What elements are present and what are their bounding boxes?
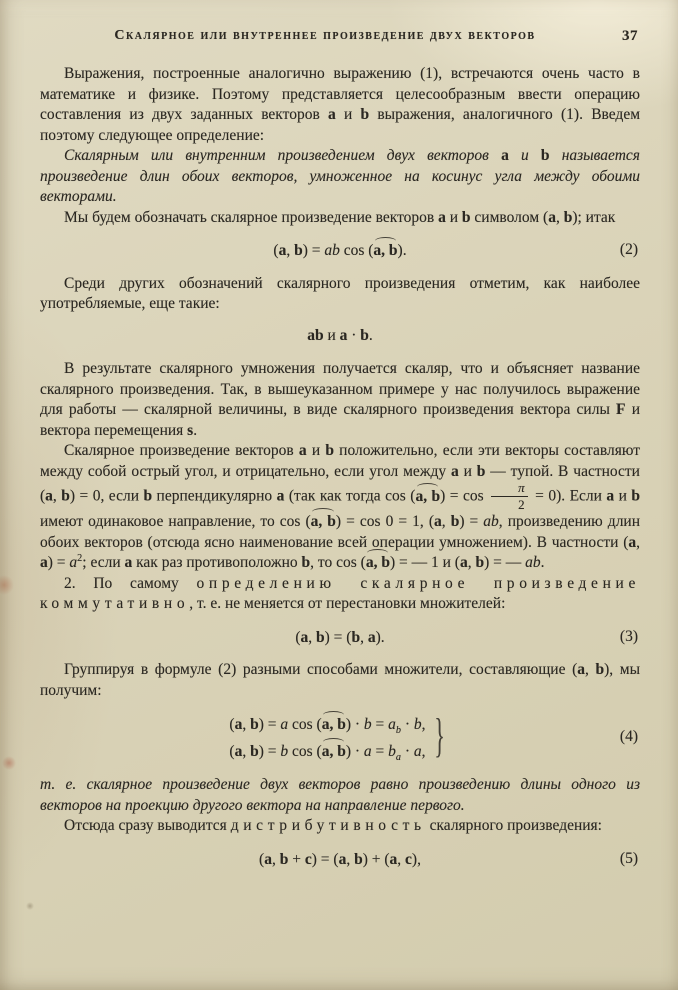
text-segment: b <box>595 661 605 679</box>
superscript: 2 <box>77 553 83 565</box>
text-segment: a <box>40 554 48 572</box>
text-segment: ) = — 1 и ( <box>389 554 460 572</box>
text-segment: . <box>193 421 198 439</box>
text-segment: , <box>242 743 251 761</box>
fraction <box>491 481 528 511</box>
text-segment: a <box>548 208 556 226</box>
text-segment: b <box>354 850 363 868</box>
equation-number: (5) <box>619 849 638 867</box>
page-body <box>40 64 640 871</box>
text-segment: a <box>606 487 615 505</box>
text-segment: c <box>405 850 412 868</box>
text-segment: ab <box>525 554 541 572</box>
text-segment: cos ( <box>288 716 322 734</box>
text-segment: ( <box>295 628 301 646</box>
text-segment: (так как тогда cos ( <box>284 487 416 505</box>
text-segment: . <box>368 326 373 344</box>
equation <box>40 846 640 872</box>
text-segment: b <box>540 147 550 164</box>
text-segment: a <box>280 716 289 734</box>
text-segment: ) = <box>302 242 325 259</box>
equation-lines <box>229 711 425 765</box>
text-segment: , <box>421 716 426 734</box>
equation <box>40 237 640 263</box>
text-segment: a <box>276 487 285 505</box>
text-segment: ), <box>411 850 421 868</box>
equation-content <box>259 851 421 868</box>
text-segment: ) · <box>345 743 364 761</box>
fraction-numerator: π <box>491 481 528 497</box>
text-segment: a <box>45 487 53 505</box>
text-segment: ab <box>307 326 324 344</box>
text-segment: ), мы получим: <box>40 661 641 699</box>
text-segment: и <box>323 326 340 344</box>
text-segment: b <box>325 442 334 459</box>
text-segment: b <box>316 628 325 646</box>
text-segment: a <box>328 106 336 123</box>
text-segment: символом ( <box>470 208 549 226</box>
text-segment: ); итак <box>572 208 616 226</box>
text-segment: b <box>280 743 289 761</box>
text-segment: b <box>563 208 573 226</box>
page-title: Скалярное или внутреннее произведение двух векторов <box>114 28 536 43</box>
paragraph <box>40 359 640 441</box>
text-segment: ). <box>375 628 385 646</box>
vector-angle-overarc: a, b <box>321 743 346 761</box>
text-segment: a <box>234 716 243 734</box>
text-segment: Мы будем обозначать скалярное произведение векторов <box>64 208 439 226</box>
text-segment: b <box>450 513 460 531</box>
equation-group <box>40 707 640 766</box>
text-segment: , <box>360 628 368 646</box>
text-segment: , т. е. не меняется от перестановки множителей: <box>189 595 506 613</box>
text-segment: выражения, аналогичного (1). Введем поэтому следующее определение: <box>40 106 641 144</box>
text-segment: = 0). Если <box>530 487 607 505</box>
text-segment: a <box>628 533 637 551</box>
equation <box>40 624 640 650</box>
text-segment: b <box>476 462 486 480</box>
text-segment: a <box>300 628 309 646</box>
right-brace: } <box>433 709 445 763</box>
text-segment: ) = — <box>484 554 526 572</box>
text-segment: Скалярное произведение векторов <box>64 442 299 459</box>
text-segment: ) + ( <box>362 850 390 868</box>
text-segment: a <box>577 661 586 679</box>
text-segment: b <box>294 242 303 259</box>
text-segment: положительно, если эти векторы составляют между собой острый угол, и отрицательно, если угол между <box>40 442 640 480</box>
text-segment: и <box>614 487 632 505</box>
text-segment: a <box>278 242 287 259</box>
text-segment: b <box>351 628 361 646</box>
text-segment: + <box>288 850 305 868</box>
text-segment: a <box>69 554 78 572</box>
text-segment: имеют одинаковое направление, то cos ( <box>40 513 311 531</box>
equation-content <box>295 629 384 646</box>
text-segment: ). <box>397 242 407 259</box>
text-segment: b <box>360 106 370 123</box>
text-segment: ) = 0, если <box>69 487 144 505</box>
text-segment: , <box>585 661 596 679</box>
text-segment: b <box>143 487 153 505</box>
equation-number: (2) <box>619 240 638 258</box>
text-segment: ( <box>229 716 235 734</box>
text-segment: ( <box>259 850 265 868</box>
text-segment: a <box>459 554 468 572</box>
text-segment: ) · <box>345 716 364 734</box>
text-segment: b <box>363 716 372 734</box>
text-segment: Группируя в формуле (2) разными способами множители, составляющие ( <box>64 661 578 679</box>
text-segment: cos ( <box>339 242 374 259</box>
text-segment: b <box>279 850 289 868</box>
text-segment: a <box>363 743 372 761</box>
paragraph <box>40 660 640 701</box>
text-segment: b <box>301 554 311 572</box>
text-segment: · <box>401 743 414 761</box>
text-segment: называется произведение длин обоих векторов, умноженное на косинус угла между обоими векторами. <box>40 147 641 205</box>
text-segment: ; если <box>82 554 125 572</box>
text-segment: Отсюда сразу выводится <box>64 817 231 835</box>
text-segment: ) = ( <box>324 628 352 646</box>
text-segment: b <box>61 487 70 505</box>
text-segment: b <box>250 743 259 761</box>
text-segment: a <box>234 743 243 761</box>
text-segment: = <box>371 716 389 734</box>
fraction-denominator: 2 <box>518 496 525 512</box>
text-segment: , произведению длин обоих векторов (отсюда ясно наименование всей операции умножением). В частности ( <box>40 513 641 551</box>
text-segment: , <box>636 533 640 551</box>
paragraph <box>40 775 640 816</box>
text-segment: Выражения, построенные аналогично выражению (1), встречаются очень часто в математике и физике. Поэтому представляется целесообразным ввести операцию составления из двух заданных векторов <box>40 65 640 123</box>
text-segment: , <box>286 242 295 259</box>
paragraph <box>40 816 640 837</box>
text-segment: b <box>475 554 485 572</box>
text-segment: скалярного произведения: <box>425 817 602 835</box>
text-segment: , <box>397 850 406 868</box>
text-segment: и <box>508 147 541 164</box>
text-segment: cos ( <box>288 743 322 761</box>
text-segment: b <box>250 716 259 734</box>
text-segment: и <box>306 442 326 459</box>
text-segment: — тупой. В частности ( <box>40 462 640 505</box>
text-segment: b <box>360 326 369 344</box>
paragraph <box>40 574 640 615</box>
text-segment: ) = <box>47 554 70 572</box>
text-segment: a <box>339 326 348 344</box>
paragraph <box>40 146 640 208</box>
text-segment: , <box>308 628 317 646</box>
page-number: 37 <box>622 28 638 44</box>
text-segment: c <box>304 850 312 868</box>
text-segment: и вектора перемещения <box>40 401 640 439</box>
text-segment: ) = <box>258 743 281 761</box>
text-segment: a <box>338 850 347 868</box>
vector-angle-overarc: a, b <box>373 242 398 259</box>
text-segment: как раз противоположно <box>132 554 302 572</box>
text-segment: a <box>450 462 459 480</box>
text-segment: a <box>367 628 376 646</box>
text-segment: a <box>298 442 307 459</box>
text-segment: a <box>389 850 398 868</box>
equation-number: (4) <box>619 727 638 745</box>
text-segment: ( <box>273 242 279 259</box>
text-segment: ab <box>483 513 499 531</box>
text-segment: b <box>631 487 641 505</box>
paragraph <box>40 441 640 574</box>
text-segment: ) = <box>459 513 484 531</box>
equation-content <box>273 242 406 259</box>
text-segment: , <box>467 554 476 572</box>
text-segment: a <box>501 147 509 164</box>
text-segment: ab <box>324 242 340 259</box>
text-segment: и <box>335 106 361 123</box>
text-segment: Скалярным или внутренним произведением двух векторов <box>64 147 502 164</box>
text-segment: a <box>264 850 272 868</box>
text-segment: определению скалярное произведение коммутативно <box>40 574 640 613</box>
text-segment: · <box>347 326 361 344</box>
text-segment: , <box>271 850 280 868</box>
paragraph <box>40 208 640 229</box>
text-segment: ) = <box>258 716 281 734</box>
text-segment: a <box>413 743 422 761</box>
equation-number: (3) <box>619 627 638 645</box>
text-segment: b <box>413 716 422 734</box>
text-segment: и <box>445 208 462 226</box>
text-segment: т. е. скалярное произведение двух векторов равно произведению длины одного из векторов на проекцию другого вектора на направление первого. <box>40 776 640 814</box>
text-segment: ) = cos 0 = 1, ( <box>335 513 435 531</box>
text-segment: s <box>187 421 194 439</box>
vector-angle-overarc: a, b <box>310 513 336 531</box>
text-segment: · <box>401 716 414 734</box>
text-segment: , <box>555 208 564 226</box>
text-segment: F <box>616 401 626 418</box>
text-segment: a <box>434 513 442 531</box>
text-segment: и <box>458 462 477 480</box>
text-segment: a <box>438 208 446 226</box>
text-segment: В результате скалярного умножения получается скаляр, что и объясняет название скалярного произведения. Так, в вышеуказанном примере у нас получилось выражение для работы — скалярной величины, в виде скалярного произведения вектора силы <box>40 360 640 418</box>
text-segment: , <box>441 513 451 531</box>
text-segment: a <box>388 716 396 734</box>
subscript: a <box>395 752 401 764</box>
paragraph <box>40 274 640 315</box>
centered-expression <box>40 326 640 347</box>
equation-line <box>229 711 425 738</box>
paragraph <box>40 64 640 146</box>
text-segment: дистрибутивность <box>230 817 426 835</box>
text-segment: , <box>346 850 355 868</box>
subscript: b <box>395 725 401 737</box>
text-segment: = <box>371 743 389 761</box>
text-segment: , то cos ( <box>310 554 366 572</box>
text-segment: . <box>540 554 545 572</box>
vector-angle-overarc: a, b <box>321 716 346 734</box>
text-segment: , <box>242 716 251 734</box>
text-segment: перпендикулярно <box>152 487 277 505</box>
text-segment: ) = ( <box>311 850 339 868</box>
running-header <box>40 26 640 48</box>
text-segment: ( <box>229 743 235 761</box>
text-segment: , <box>52 487 62 505</box>
text-segment: ) = cos <box>440 487 489 505</box>
vector-angle-overarc: a, b <box>365 554 390 572</box>
text-segment: 2. По самому <box>64 574 197 592</box>
text-segment: b <box>461 208 471 226</box>
equation-line <box>229 738 425 765</box>
text-segment: b <box>388 743 396 761</box>
vector-angle-overarc: a, b <box>415 487 441 505</box>
text-segment: , <box>421 743 426 761</box>
text-segment: a <box>124 554 133 572</box>
text-segment: Среди других обозначений скалярного произведения отметим, как наиболее употребляемые, еще такие: <box>40 274 640 312</box>
